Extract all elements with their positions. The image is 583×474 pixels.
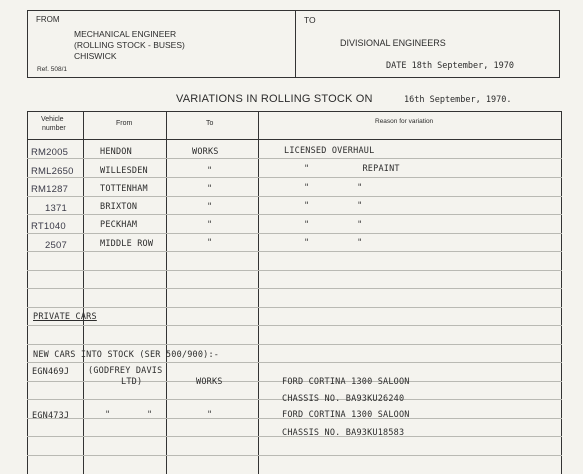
row-rule: [27, 325, 562, 326]
from-line-1: MECHANICAL ENGINEER: [74, 29, 177, 39]
table-header-divider: [27, 139, 562, 140]
from-value: MIDDLE ROW: [100, 239, 154, 249]
reason-value: FORD CORTINA 1300 SALOON: [282, 377, 410, 387]
to-value: WORKS: [192, 147, 219, 157]
from-value: WILLESDEN: [100, 166, 148, 176]
from-value: TOTTENHAM: [100, 184, 148, 194]
row-rule: [27, 233, 562, 234]
from-value: HENDON: [100, 147, 132, 157]
page-title: VARIATIONS IN ROLLING STOCK ON: [176, 93, 373, 105]
reason-value: " ": [304, 238, 363, 248]
to-label: TO: [304, 15, 316, 25]
reason-value: " REPAINT: [304, 164, 400, 174]
row-rule: [27, 344, 562, 345]
reason-value: " ": [304, 183, 363, 193]
row-rule: [27, 158, 562, 159]
vehicle-number: 2507: [45, 240, 67, 251]
vehicle-number: EGN473J: [32, 411, 70, 421]
reason-value: " ": [304, 220, 363, 230]
section-new-cars: NEW CARS INTO STOCK (SER 500/900):-: [33, 350, 220, 360]
to-value: WORKS: [196, 377, 223, 387]
to-value: ": [207, 410, 213, 420]
from-value: ": [105, 410, 111, 420]
from-value: PECKHAM: [100, 220, 138, 230]
from-line-2: (ROLLING STOCK - BUSES): [74, 40, 185, 50]
to-value: DIVISIONAL ENGINEERS: [340, 38, 446, 48]
row-rule: [27, 270, 562, 271]
header-divider: [295, 10, 296, 78]
vehicle-number: RM2005: [31, 147, 69, 158]
memo-date: DATE 18th September, 1970: [386, 61, 514, 71]
vehicle-number: EGN469J: [32, 367, 70, 377]
reason-value: LICENSED OVERHAUL: [284, 146, 375, 156]
reason-value-cont: CHASSIS NO. BA93KU26240: [282, 394, 405, 404]
row-rule: [27, 455, 562, 456]
column-divider: [83, 111, 84, 474]
row-rule: [27, 362, 562, 363]
vehicle-number: RM1287: [31, 184, 69, 195]
vehicle-number: RT1040: [31, 221, 66, 232]
reason-value: FORD CORTINA 1300 SALOON: [282, 410, 410, 420]
column-header-from: From: [116, 120, 133, 127]
row-rule: [27, 196, 562, 197]
reason-value-cont: CHASSIS NO. BA93KU18583: [282, 428, 405, 438]
to-value: ": [207, 166, 213, 176]
column-header-reason: Reason for variation: [375, 118, 434, 125]
to-value: ": [207, 220, 213, 230]
row-rule: [27, 307, 562, 308]
from-value: (GODFREY DAVIS: [88, 366, 163, 376]
reference-number: Ref. 508/1: [37, 66, 67, 73]
reason-value: " ": [304, 201, 363, 211]
column-header-vehicle: Vehicle: [41, 116, 64, 123]
from-line-3: CHISWICK: [74, 51, 117, 61]
to-value: ": [207, 184, 213, 194]
to-value: ": [207, 202, 213, 212]
section-private-cars: PRIVATE CARS: [33, 312, 97, 322]
from-value-cont: ": [147, 410, 153, 420]
to-value: ": [207, 238, 213, 248]
column-divider: [258, 111, 259, 474]
from-value: BRIXTON: [100, 202, 138, 212]
row-rule: [27, 214, 562, 215]
row-rule: [27, 251, 562, 252]
column-header-to: To: [206, 120, 214, 127]
column-divider: [166, 111, 167, 474]
title-date: 16th September, 1970.: [404, 95, 512, 105]
row-rule: [27, 177, 562, 178]
vehicle-number: RML2650: [31, 166, 74, 177]
from-label: FROM: [36, 15, 60, 24]
vehicle-number: 1371: [45, 203, 67, 214]
column-header-vehicle-sub: number: [42, 125, 66, 132]
from-value-cont: LTD): [121, 377, 143, 387]
row-rule: [27, 288, 562, 289]
